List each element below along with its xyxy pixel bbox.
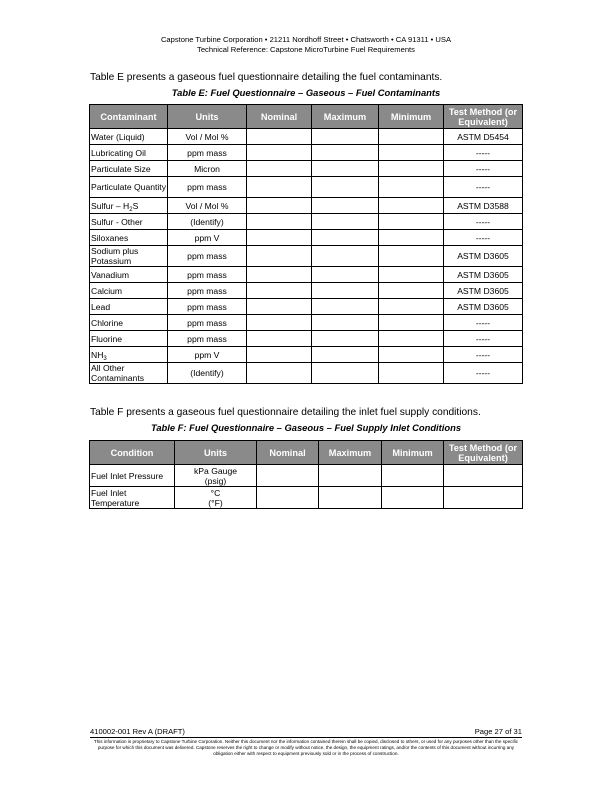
contaminant-cell: Calcium — [90, 283, 168, 299]
minimum-cell[interactable] — [379, 315, 444, 331]
maximum-cell[interactable] — [312, 198, 379, 214]
minimum-cell[interactable] — [379, 230, 444, 246]
page-number: Page 27 of 31 — [474, 727, 522, 736]
minimum-cell[interactable] — [379, 299, 444, 315]
header-company-line: Capstone Turbine Corporation • 21211 Nordhoff Street • Chatsworth • CA 91311 • USA — [160, 35, 452, 44]
minimum-cell[interactable] — [379, 283, 444, 299]
minimum-cell[interactable] — [379, 267, 444, 283]
test-method-cell[interactable] — [444, 465, 523, 487]
nominal-cell[interactable] — [257, 487, 319, 509]
units-cell: ppm mass — [168, 177, 247, 198]
maximum-cell[interactable] — [312, 177, 379, 198]
minimum-cell[interactable] — [379, 129, 444, 145]
test-method-cell: ----- — [444, 315, 523, 331]
column-header: Minimum — [382, 441, 444, 465]
column-header: Test Method (or Equivalent) — [444, 105, 523, 129]
nominal-cell[interactable] — [257, 465, 319, 487]
column-header: Nominal — [247, 105, 312, 129]
table-row — [90, 129, 523, 145]
contaminant-cell: Sulfur - Other — [90, 214, 168, 230]
units-cell: ppm V — [168, 230, 247, 246]
table-row — [90, 198, 523, 214]
condition-cell: Fuel Inlet Temperature — [90, 487, 175, 509]
maximum-cell[interactable] — [312, 267, 379, 283]
contaminant-cell: Vanadium — [90, 267, 168, 283]
condition-cell: Fuel Inlet Pressure — [90, 465, 175, 487]
units-cell: (Identify) — [168, 363, 247, 384]
test-method-cell: ASTM D3605 — [444, 283, 523, 299]
column-header: Maximum — [319, 441, 382, 465]
contaminant-name: NH — [91, 349, 104, 360]
table-e-caption: Table E: Fuel Questionnaire – Gaseous – Fuel Contaminants — [171, 87, 441, 98]
units-cell: Vol / Mol % — [168, 129, 247, 145]
column-header: Minimum — [379, 105, 444, 129]
maximum-cell[interactable] — [312, 283, 379, 299]
table-row — [90, 465, 523, 487]
units-secondary: (psig) — [204, 475, 227, 486]
table-f-caption: Table F: Fuel Questionnaire – Gaseous – Fuel Supply Inlet Conditions — [150, 422, 462, 433]
units-cell: ppm mass — [168, 267, 247, 283]
test-method-cell: ASTM D3605 — [444, 267, 523, 283]
table-row — [90, 267, 523, 283]
test-method-cell: ASTM D3605 — [444, 299, 523, 315]
column-header: Nominal — [257, 441, 319, 465]
maximum-cell[interactable] — [312, 347, 379, 363]
footer-divider — [90, 737, 522, 738]
minimum-cell[interactable] — [379, 214, 444, 230]
table-e-header-row — [90, 105, 523, 129]
table-e-intro: Table E presents a gaseous fuel questionnaire detailing the fuel contaminants. — [90, 72, 443, 83]
units-secondary: (°F) — [208, 497, 223, 508]
test-method-cell: ASTM D5454 — [444, 129, 523, 145]
units-primary: kPa Gauge — [194, 465, 237, 476]
units-cell: Micron — [168, 161, 247, 177]
table-f-header-row — [90, 441, 523, 465]
contaminant-cell: Particulate Size — [90, 161, 168, 177]
contaminant-subscript: 2 — [129, 206, 133, 213]
nominal-cell[interactable] — [247, 363, 312, 384]
contaminant-cell: All Other Contaminants — [90, 363, 168, 384]
table-row — [90, 214, 523, 230]
minimum-cell[interactable] — [379, 198, 444, 214]
nominal-cell[interactable] — [247, 230, 312, 246]
test-method-cell: ----- — [444, 145, 523, 161]
table-row — [90, 487, 523, 509]
test-method-cell: ASTM D3605 — [444, 246, 523, 267]
minimum-cell[interactable] — [382, 487, 444, 509]
nominal-cell[interactable] — [247, 145, 312, 161]
maximum-cell[interactable] — [312, 145, 379, 161]
nominal-cell[interactable] — [247, 246, 312, 267]
contaminant-name-tail: S — [132, 200, 139, 211]
maximum-cell[interactable] — [312, 214, 379, 230]
column-header: Maximum — [312, 105, 379, 129]
test-method-cell: ----- — [444, 230, 523, 246]
maximum-cell[interactable] — [312, 161, 379, 177]
contaminant-cell: Lubricating Oil — [90, 145, 168, 161]
table-row — [90, 331, 523, 347]
test-method-cell: ----- — [444, 161, 523, 177]
units-cell: ppm mass — [168, 315, 247, 331]
maximum-cell[interactable] — [319, 465, 382, 487]
units-cell: ppm V — [168, 347, 247, 363]
test-method-cell: ----- — [444, 331, 523, 347]
contaminant-cell: Sodium plus Potassium — [90, 246, 168, 267]
table-row — [90, 347, 523, 363]
units-cell: ppm mass — [168, 283, 247, 299]
test-method-cell: ----- — [444, 214, 523, 230]
minimum-cell[interactable] — [379, 363, 444, 384]
table-row — [90, 299, 523, 315]
test-method-cell: ----- — [444, 363, 523, 384]
nominal-cell[interactable] — [247, 315, 312, 331]
contaminant-cell: Water (Liquid) — [90, 129, 168, 145]
header-reference-line: Technical Reference: Capstone MicroTurbine Fuel Requirements — [197, 45, 415, 54]
nominal-cell[interactable] — [247, 129, 312, 145]
column-header: Condition — [90, 441, 175, 465]
maximum-cell[interactable] — [312, 331, 379, 347]
table-row — [90, 230, 523, 246]
units-cell: ppm mass — [168, 145, 247, 161]
units-cell: ppm mass — [168, 246, 247, 267]
maximum-cell[interactable] — [312, 129, 379, 145]
units-cell: ppm mass — [168, 299, 247, 315]
minimum-cell[interactable] — [379, 331, 444, 347]
minimum-cell[interactable] — [379, 177, 444, 198]
table-row — [90, 177, 523, 198]
units-cell — [175, 465, 257, 487]
table-row — [90, 283, 523, 299]
column-header: Units — [175, 441, 257, 465]
column-header: Units — [168, 105, 247, 129]
table-f — [89, 440, 523, 509]
nominal-cell[interactable] — [247, 299, 312, 315]
maximum-cell[interactable] — [312, 363, 379, 384]
units-cell: (Identify) — [168, 214, 247, 230]
nominal-cell[interactable] — [247, 331, 312, 347]
units-primary: °C — [210, 487, 221, 498]
contaminant-cell: Fluorine — [90, 331, 168, 347]
maximum-cell[interactable] — [312, 299, 379, 315]
proprietary-disclaimer: This information is proprietary to Capstone Turbine Corporation. Neither this document nor the information contained therein shall be copied, disclosed to others, or used for any purposes other than the specific purpose for which this document was delivered. Capstone reserves the right to change or modify without notice, the design, the equipment ratings, and/or the contents of this document without incurring any obligation either with respect to equipment previously sold or in the process of construction. — [93, 739, 519, 756]
nominal-cell[interactable] — [247, 198, 312, 214]
minimum-cell[interactable] — [379, 347, 444, 363]
minimum-cell[interactable] — [379, 145, 444, 161]
minimum-cell[interactable] — [379, 161, 444, 177]
contaminant-cell: Siloxanes — [90, 230, 168, 246]
maximum-cell[interactable] — [312, 315, 379, 331]
page-footer — [90, 727, 522, 736]
document-id: 410002-001 Rev A (DRAFT) — [90, 727, 185, 736]
nominal-cell[interactable] — [247, 283, 312, 299]
test-method-cell: ASTM D3588 — [444, 198, 523, 214]
contaminant-subscript: 3 — [103, 355, 107, 362]
contaminant-cell: Chlorine — [90, 315, 168, 331]
table-row — [90, 161, 523, 177]
table-row — [90, 315, 523, 331]
contaminant-cell: Particulate Quantity — [90, 177, 168, 198]
contaminant-cell — [90, 347, 168, 363]
table-row — [90, 246, 523, 267]
contaminant-name: Sulfur – H — [91, 200, 130, 211]
column-header: Test Method (or Equivalent) — [444, 441, 523, 465]
test-method-cell[interactable] — [444, 487, 523, 509]
contaminant-cell — [90, 198, 168, 214]
test-method-cell: ----- — [444, 347, 523, 363]
units-cell: ppm mass — [168, 331, 247, 347]
minimum-cell[interactable] — [379, 246, 444, 267]
table-f-intro: Table F presents a gaseous fuel questionnaire detailing the inlet fuel supply conditions. — [90, 407, 481, 418]
contaminant-cell: Lead — [90, 299, 168, 315]
column-header: Contaminant — [90, 105, 168, 129]
units-cell: Vol / Mol % — [168, 198, 247, 214]
maximum-cell[interactable] — [312, 230, 379, 246]
maximum-cell[interactable] — [319, 487, 382, 509]
nominal-cell[interactable] — [247, 214, 312, 230]
nominal-cell[interactable] — [247, 347, 312, 363]
nominal-cell[interactable] — [247, 177, 312, 198]
nominal-cell[interactable] — [247, 161, 312, 177]
units-cell — [175, 487, 257, 509]
minimum-cell[interactable] — [382, 465, 444, 487]
table-e — [89, 104, 523, 384]
table-row — [90, 363, 523, 384]
test-method-cell: ----- — [444, 177, 523, 198]
page-header — [0, 35, 612, 55]
maximum-cell[interactable] — [312, 246, 379, 267]
table-row — [90, 145, 523, 161]
nominal-cell[interactable] — [247, 267, 312, 283]
